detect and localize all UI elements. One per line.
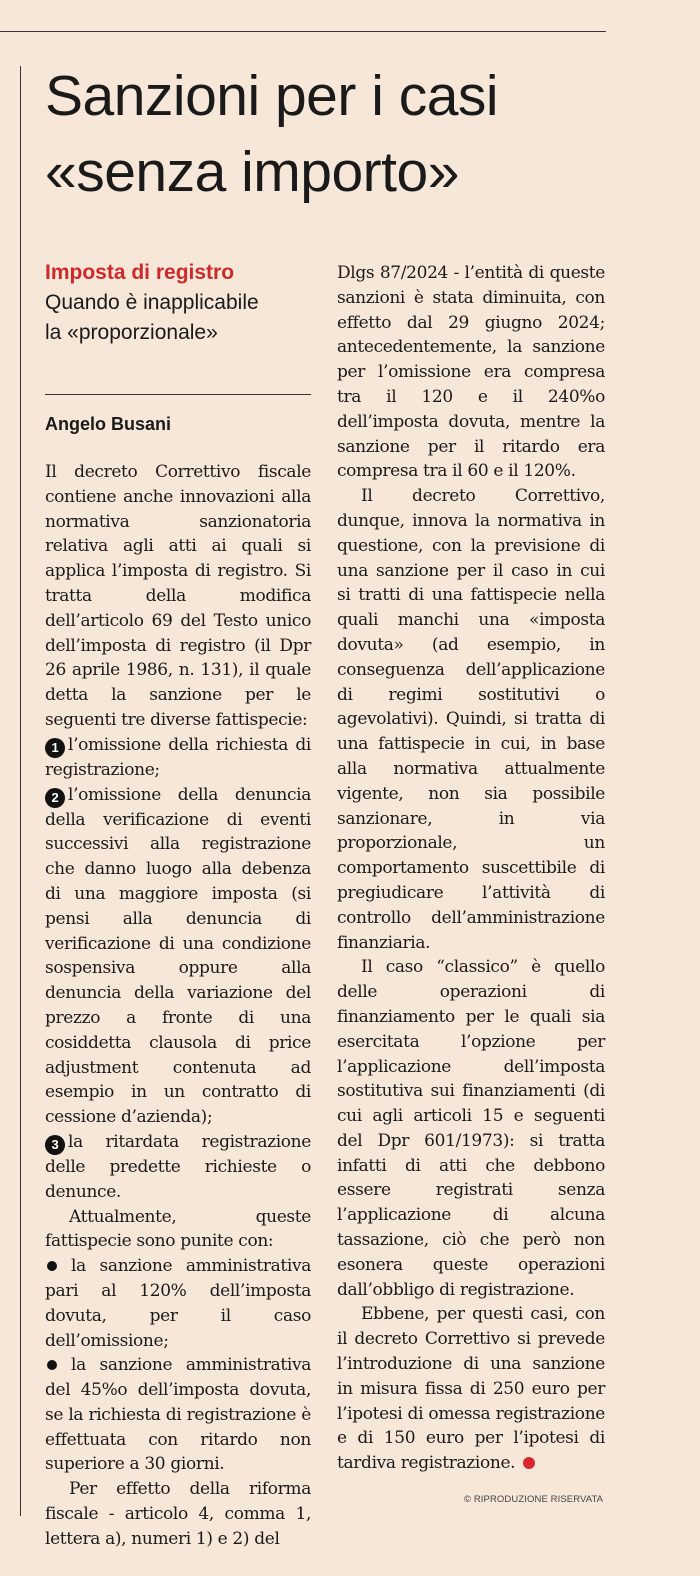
paragraph <box>337 1302 605 1476</box>
paragraph: Il decreto Correttivo, dunque, innova la normativa in questione, con la previsione di una sanzione per il caso in cui si tratti di una fattispecie nella quali manchi una «imposta dovuta» (ad esempio, in conseguenza dell’applicazione di regimi sostitutivi o agevolativi). Quindi, si tratta di una fattispecie in cui, in base alla normativa attualmente vigente, non sia possibile sanzionare, in via proporzionale, un comportamento suscettibile di pregiudicare l’attività di controllo dell’amministrazione finanziaria. <box>337 486 605 953</box>
bullet-item <box>45 1254 311 1353</box>
kicker: Imposta di registro <box>45 261 235 284</box>
subtitle-line-2: la «proporzionale» <box>45 321 218 344</box>
headline-line-2: «senza importo» <box>45 140 459 204</box>
byline-divider <box>45 394 311 395</box>
headline <box>45 58 605 210</box>
list-item <box>45 783 311 1130</box>
copyright-notice: © RIPRODUZIONE RISERVATA <box>464 1494 604 1505</box>
paragraph: Dlgs 87/2024 - l’entità di queste sanzioni è stata diminuita, con effetto dal 29 giugno 2024; antecedentemente, la sanzione per l’omissione era compresa tra il 120 e il 240%o dell’imposta dovuta, mentre la sanzione per il ritardo era compresa tra il 60 e il 120%. <box>337 263 605 482</box>
top-rule <box>0 31 606 32</box>
paragraph-text: Ebbene, per questi casi, con il decreto Correttivo si prevede l’introduzione di una sanzione in misura fissa di 250 euro per l’ipotesi di omessa registrazione e di 150 euro per l’ipotesi di tardiva registrazione. <box>337 1304 605 1474</box>
list-item <box>45 1130 311 1205</box>
bullet-text: la sanzione amministrativa pari al 120% dell’imposta dovuta, per il caso dell’omissione; <box>45 1256 311 1351</box>
bullet-text: la sanzione amministrativa del 45%o dell’imposta dovuta, se la richiesta di registrazione è effettuata con ritardo non superiore a 30 giorni. <box>45 1355 311 1475</box>
author-byline: Angelo Busani <box>45 414 172 434</box>
end-of-article-dot-icon <box>523 1457 535 1469</box>
subtitle <box>45 288 315 348</box>
list-item-text: l’omissione della denuncia della verificazione di eventi successivi alla registrazione che danno luogo alla debenza di una maggiore imposta (si pensi alla denuncia di verificazione di una condizione sospensiva oppure alla denuncia della variazione del prezzo a fronte di una cosiddetta clausola di price adjustment contenuta ad esempio in un contratto di cessione d’azienda); <box>45 784 311 1128</box>
list-item-text: l’omissione della richiesta di registrazione; <box>45 734 311 780</box>
paragraph: Per effetto della riforma fiscale - articolo 4, comma 1, lettera a), numeri 1) e 2) del <box>45 1479 311 1549</box>
body-column-1 <box>45 460 311 1552</box>
subtitle-line-1: Quando è inapplicabile <box>45 291 259 314</box>
paragraph: Attualmente, queste fattispecie sono punite con: <box>45 1206 311 1252</box>
number-2-icon: 2 <box>45 788 65 808</box>
body-column-2 <box>337 261 605 1476</box>
number-1-icon: 1 <box>45 738 65 758</box>
list-item <box>45 733 311 783</box>
headline-line-1: Sanzioni per i casi <box>45 64 499 128</box>
number-3-icon: 3 <box>45 1135 65 1155</box>
paragraph: Il decreto Correttivo fiscale contiene anche innovazioni alla normativa sanzionatoria relativa agli atti ai quali si applica l’imposta di registro. Si tratta della modifica dell’articolo 69 del Testo unico dell’imposta di registro (il Dpr 26 aprile 1986, n. 131), il quale detta la sanzione per le seguenti tre diverse fattispecie: <box>45 462 311 730</box>
bullet-item <box>45 1353 311 1477</box>
left-vertical-rule <box>20 66 21 1516</box>
list-item-text: la ritardata registrazione delle predette richieste o denunce. <box>45 1131 311 1202</box>
bullet-icon <box>47 1360 57 1370</box>
bullet-icon <box>47 1261 57 1271</box>
paragraph: Il caso “classico” è quello delle operazioni di finanziamento per le quali sia esercitata l’opzione per l’applicazione dell’imposta sostitutiva sui finanziamenti (di cui agli articoli 15 e seguenti del Dpr 601/1973): si tratta infatti di atti che debbono essere registrati senza l’applicazione di alcuna tassazione, ciò che però non esonera queste operazioni dall’obbligo di registrazione. <box>337 957 605 1300</box>
